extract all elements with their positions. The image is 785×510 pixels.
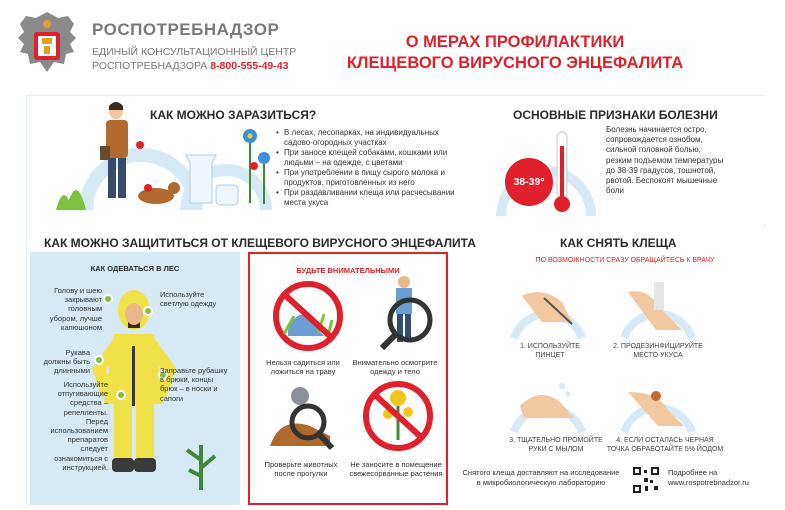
header	[0, 0, 785, 95]
list-item: • При раздавливании клеща или расчесывании места укуса	[276, 188, 466, 208]
inspect-clothes-icon	[370, 276, 440, 352]
page-title-line2: КЛЕЩЕВОГО ВИРУСНОГО ЭНЦЕФАЛИТА	[346, 54, 684, 72]
infection-title: КАК МОЖНО ЗАРАЗИТЬСЯ?	[150, 108, 317, 122]
tip-head: Голову и шею закрывают головным убором, лучше капюшоном	[49, 286, 102, 332]
attention-item-pets: Проверьте животных после прогулки	[264, 460, 338, 479]
symptoms-title: ОСНОВНЫЕ ПРИЗНАКИ БОЛЕЗНИ	[513, 108, 718, 122]
org-subtitle: ЕДИНЫЙ КОНСУЛЬТАЦИОННЫЙ ЦЕНТР	[92, 46, 297, 58]
org-subtitle-2	[92, 60, 288, 72]
more-info-label: Подробнее на	[668, 468, 718, 477]
remove-step-1: 1. ИСПОЛЬЗУЙТЕ ПИНЦЕТ	[520, 343, 580, 359]
remove-step-4: 4. ЕСЛИ ОСТАЛАСЬ ЧЕРНАЯ ТОЧКА ОБРАБОТАЙТЕ 5% ЙОДОМ	[606, 437, 724, 453]
protect-title: КАК МОЖНО ЗАЩИТИТЬСЯ ОТ КЛЕЩЕВОГО ВИРУСНОГО ЭНЦЕФАЛИТА	[44, 236, 476, 250]
tip-repellent: Используйте отпугивающие средства – репелленты. Перед использованием препаратов следует ознакомиться с инструкцией.	[50, 380, 108, 472]
attention-title: БУДЬТЕ ВНИМАТЕЛЬНЫМИ	[296, 266, 400, 275]
symptoms-text: Болезнь начинается остро, сопровождается ознобом, сильной головной болью, резким подъемом температуры до 38-39 градусов, тошнотой, рвотой. Беспокоят мышечные боли	[606, 125, 724, 196]
page-title-line1: О МЕРАХ ПРОФИЛАКТИКИ	[405, 33, 625, 51]
plant-icon	[176, 430, 226, 490]
tweezers-step-icon	[508, 272, 588, 342]
list-item: • В лесах, лесопарках, на индивидуальных садово-огородных участках	[276, 128, 466, 148]
disinfect-step-icon	[618, 272, 698, 342]
page-title	[300, 32, 730, 74]
rospotrebnadzor-emblem-icon	[14, 8, 80, 78]
hotline-phone: 8-800-555-49-43	[210, 60, 289, 72]
tip-tuck-in: Заправьте рубашку в брюки, концы брюк – в носки и сапоги	[160, 366, 228, 403]
no-sitting-on-grass-icon	[268, 280, 348, 352]
thermometer-illustration	[491, 126, 601, 221]
remove-step-3: 3. ТЩАТЕЛЬНО ПРОМОЙТЕ РУКИ С МЫЛОМ	[509, 437, 603, 453]
remove-subtitle: ПО ВОЗМОЖНОСТИ СРАЗУ ОБРАЩАЙТЕСЬ К ВРАЧУ	[535, 257, 715, 264]
attention-item-inspect: Внимательно осмотрите одежду и тело	[352, 358, 438, 377]
org-name: РОСПОТРЕБНАДЗОР	[92, 20, 280, 39]
more-info	[668, 468, 749, 488]
check-pets-icon	[262, 384, 342, 454]
list-item: • При употреблении в пищу сырого молока и продуктов, приготовленных из него	[276, 168, 466, 188]
temperature-badge: 38-39°	[513, 176, 545, 188]
attention-item-no-grass: Нельзя садиться или ложиться на траву	[266, 358, 340, 377]
tip-marker-sleeves	[94, 355, 104, 365]
tip-marker-head	[103, 294, 113, 304]
remove-step-2: 2. ПРОДЕЗИНФИЦИРУЙТЕ МЕСТО УКУСА	[613, 343, 703, 359]
dress-title: КАК ОДЕВАТЬСЯ В ЛЕС	[90, 264, 180, 273]
iodine-step-icon	[618, 366, 698, 436]
lab-info-text: Снятого клеща доставляют на исследование в микробиологическую лабораторию	[462, 468, 620, 487]
attention-item-plants: Не заносите в помещение свежесорванные растения	[349, 460, 443, 479]
list-item: • При заносе клещей собаками, кошками или людьми – на одежде, с цветами	[276, 148, 466, 168]
org-subtitle-text: РОСПОТРЕБНАДЗОРА	[92, 60, 208, 72]
tip-light-clothes: Используйте светлую одежду	[160, 290, 217, 309]
tip-marker-light	[143, 306, 153, 316]
remove-title: КАК СНЯТЬ КЛЕЩА	[560, 236, 677, 250]
wash-hands-step-icon	[508, 366, 588, 436]
tip-marker-repellent	[116, 390, 126, 400]
qr-code-icon[interactable]	[632, 466, 660, 494]
infection-list	[276, 128, 466, 208]
no-fresh-plants-icon	[358, 380, 438, 452]
tip-sleeves: Рукава должны быть длинными	[43, 348, 90, 376]
website-link[interactable]: www.rospotrebnadzor.ru	[668, 478, 749, 487]
